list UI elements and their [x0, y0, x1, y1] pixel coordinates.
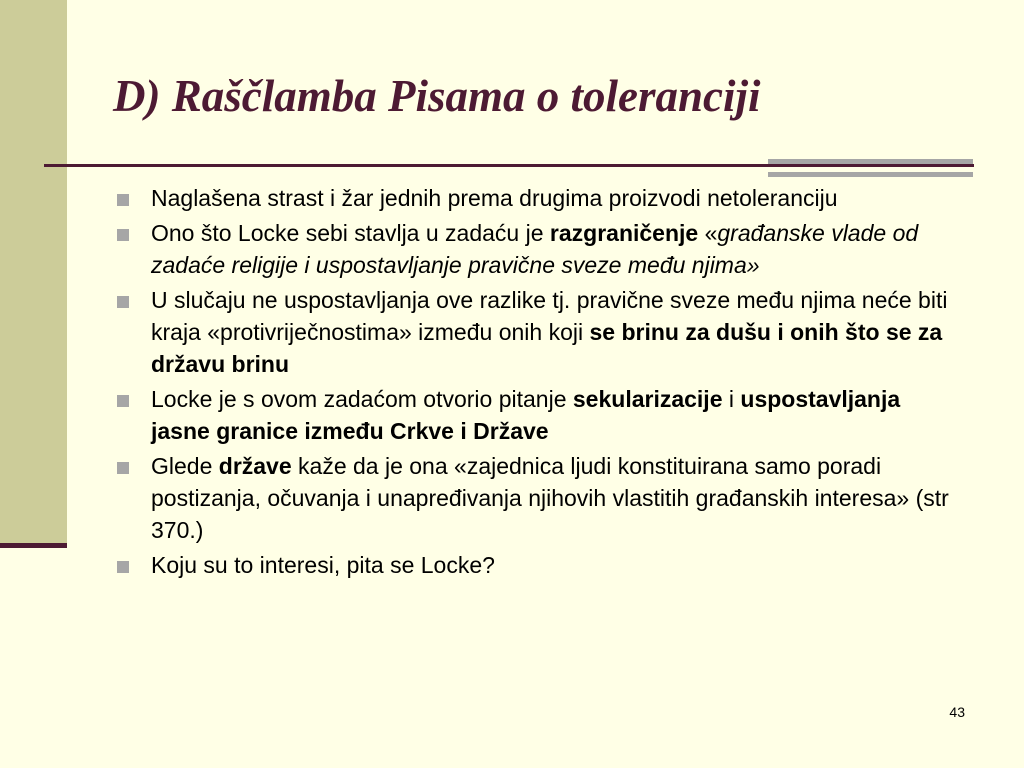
bullet-text-italic: » [746, 252, 760, 278]
bullet-text-bold: se brinu za dušu i onih što se za državu brinu [151, 319, 943, 377]
square-bullet-icon [117, 395, 129, 407]
bullet-text: i [722, 386, 741, 412]
left-band-accent-line [0, 543, 67, 548]
bullet-text-bold: države [218, 453, 292, 479]
bullet-text-italic: građanske vlade od zadaće religije i uspostavljanje pravične sveze među njima [151, 220, 919, 278]
page-number: 43 [949, 704, 965, 720]
bullet-text-bold: razgraničenje [549, 220, 699, 246]
bullet-text: Koju su to interesi, pita se Locke? [151, 552, 495, 578]
bullet-item [115, 182, 955, 214]
bullet-text: Glede [151, 453, 219, 479]
bullet-item [115, 217, 955, 281]
title-divider-line [44, 164, 974, 167]
bullet-item [115, 383, 955, 447]
bullet-text: kaže da je ona «zajednica ljudi konstituirana samo poradi postizanja, očuvanja i unapređivanja njihovih vlastitih građanskih interesa» (str 370.) [151, 453, 949, 543]
square-bullet-icon [117, 296, 129, 308]
title-decorative-bar-bottom [768, 172, 973, 177]
bullet-text: Ono što Locke sebi stavlja u zadaću je [151, 220, 550, 246]
bullet-text: U slučaju ne uspostavljanja ove razlike tj. pravične sveze među njima neće biti kraja «protivriječnostima» između onih koji [151, 287, 948, 345]
square-bullet-icon [117, 194, 129, 206]
bullet-item [115, 549, 955, 581]
bullet-text: « [698, 220, 718, 246]
bullet-item [115, 284, 955, 380]
square-bullet-icon [117, 462, 129, 474]
bullet-text: Naglašena strast i žar jednih prema drugima proizvodi netoleranciju [151, 185, 838, 211]
square-bullet-icon [117, 561, 129, 573]
square-bullet-icon [117, 229, 129, 241]
left-decorative-band [0, 0, 67, 545]
bullet-text: Locke je s ovom zadaćom otvorio pitanje [151, 386, 573, 412]
bullet-list [115, 182, 955, 584]
bullet-text-bold: uspostavljanja jasne granice između Crkve i Države [151, 386, 901, 444]
bullet-item [115, 450, 955, 546]
bullet-text-bold: sekularizacije [572, 386, 723, 412]
slide-title: D) Raščlamba Pisama o toleranciji [113, 71, 761, 121]
